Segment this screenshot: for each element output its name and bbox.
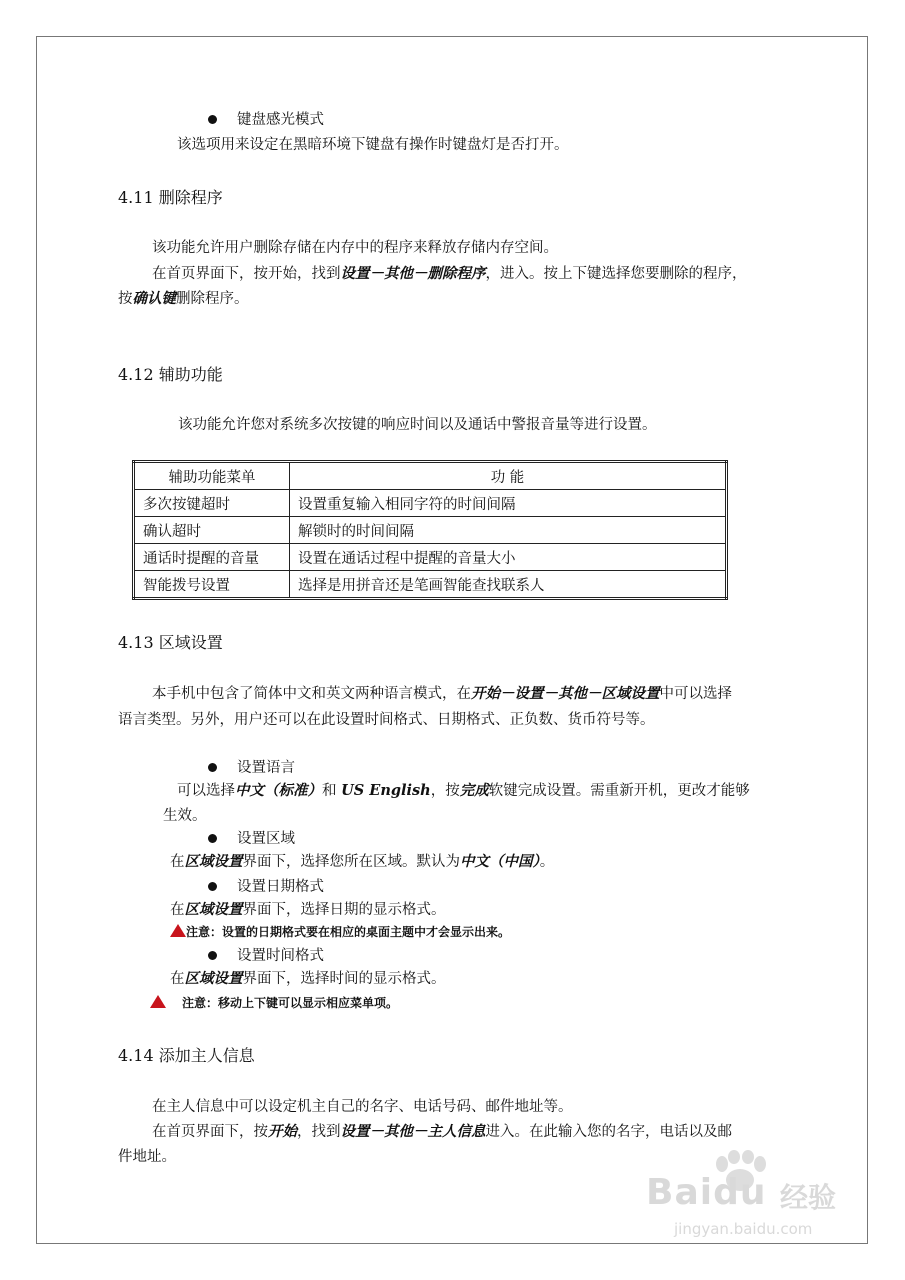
table-cell: 通话时提醒的音量 (134, 544, 290, 571)
paragraph: 该功能允许您对系统多次按键的响应时间以及通话中警报音量等进行设置。 (178, 417, 657, 433)
table-cell: 确认超时 (134, 517, 290, 544)
text: 删除程序。 (176, 291, 249, 307)
accessibility-table (132, 460, 728, 600)
option-name: 中文（中国） (460, 853, 540, 870)
note-text: 注意：移动上下键可以显示相应菜单项。 (182, 996, 399, 1010)
watermark-brand2: du (713, 1172, 767, 1213)
paragraph: 件地址。 (118, 1149, 176, 1165)
menu-name: 区域设置 (184, 901, 243, 918)
paragraph: 该功能允许用户删除存储在内存中的程序来释放存储内存空间。 (152, 240, 558, 256)
bullet-keyboard-light (208, 110, 324, 130)
menu-name: 区域设置 (184, 853, 243, 870)
bullet-set-date-format (208, 877, 324, 897)
text: ，进入。按上下键选择您要删除的程序， (485, 266, 747, 282)
option-name: US English (341, 782, 431, 799)
paragraph (152, 1122, 732, 1142)
text: 本手机中包含了简体中文和英文两种语言模式，在 (152, 686, 471, 702)
table-row (134, 571, 727, 599)
bullet-label: 键盘感光模式 (237, 112, 324, 128)
text: 进入。在此输入您的名字，电话以及邮 (485, 1124, 732, 1140)
bullet-set-time-format (208, 946, 324, 966)
table-cell: 选择是用拼音还是笔画智能查找联系人 (290, 571, 727, 599)
text: 可以选择 (177, 783, 235, 799)
text: 和 (322, 783, 342, 799)
table-row (134, 544, 727, 571)
text: 界面下，选择您所在区域。默认为 (242, 854, 460, 870)
table-cell: 解锁时的时间间隔 (290, 517, 727, 544)
bullet-label: 设置语言 (237, 760, 295, 776)
paragraph: 语言类型。另外，用户还可以在此设置时间格式、日期格式、正负数、货币符号等。 (118, 712, 655, 728)
paragraph (170, 969, 446, 989)
warning-icon (150, 995, 166, 1008)
text: 在 (170, 971, 185, 987)
menu-path: 开始－设置－其他－区域设置 (471, 685, 660, 702)
watermark-cn: 经验 (780, 1181, 837, 1214)
key-name: 确认键 (132, 290, 176, 307)
bullet-icon (208, 951, 217, 960)
bullet-icon (208, 834, 217, 843)
paragraph: 在主人信息中可以设定机主自己的名字、电话号码、邮件地址等。 (152, 1099, 573, 1115)
table-header-cell: 辅助功能菜单 (134, 462, 290, 490)
table-row (134, 517, 727, 544)
table-cell: 多次按键超时 (134, 490, 290, 517)
section-heading-4-11: 4.11 删除程序 (118, 188, 223, 207)
text: 。 (539, 854, 555, 870)
menu-path: 设置－其他－主人信息 (340, 1123, 486, 1140)
bullet-icon (208, 763, 217, 772)
button-name: 开始 (268, 1123, 297, 1140)
watermark-logo (646, 1172, 766, 1213)
text: 中可以选择 (659, 686, 732, 702)
text: 在 (170, 902, 185, 918)
baidu-watermark (640, 1150, 860, 1246)
text: 按 (118, 291, 133, 307)
menu-name: 区域设置 (184, 970, 243, 987)
paragraph (152, 264, 747, 284)
text: 在首页界面下，按 (152, 1124, 268, 1140)
paragraph (170, 900, 446, 920)
bullet-icon (208, 882, 217, 891)
text: ，找到 (297, 1124, 341, 1140)
watermark-brand: Bai (646, 1172, 714, 1213)
bullet-label: 设置区域 (237, 831, 295, 847)
text: 界面下，选择日期的显示格式。 (242, 902, 446, 918)
option-name: 中文（标准） (235, 782, 322, 799)
paragraph (170, 852, 554, 872)
table-row (134, 490, 727, 517)
paragraph (152, 684, 732, 704)
table-header-row (134, 462, 727, 490)
bullet-icon (208, 115, 217, 124)
warning-icon (170, 924, 186, 937)
section-heading-4-12: 4.12 辅助功能 (118, 365, 223, 384)
section-heading-4-13: 4.13 区域设置 (118, 633, 223, 652)
text: 软键完成设置。需重新开机，更改才能够 (488, 783, 750, 799)
softkey-name: 完成 (459, 782, 489, 799)
bullet-set-language (208, 758, 295, 778)
bullet-set-region (208, 829, 295, 849)
menu-path: 设置－其他－删除程序 (340, 265, 486, 282)
bullet-label: 设置日期格式 (237, 879, 324, 895)
table-cell: 设置重复输入相同字符的时间间隔 (290, 490, 727, 517)
paragraph: 该选项用来设定在黑暗环境下键盘有操作时键盘灯是否打开。 (177, 137, 569, 153)
watermark-url: jingyan.baidu.com (674, 1220, 813, 1238)
paragraph (177, 781, 750, 801)
text: 界面下，选择时间的显示格式。 (242, 971, 446, 987)
note-move-keys (150, 994, 398, 1012)
table-cell: 设置在通话过程中提醒的音量大小 (290, 544, 727, 571)
text: 在首页界面下，按开始，找到 (152, 266, 341, 282)
paragraph (118, 289, 249, 309)
note-text: 注意：设置的日期格式要在相应的桌面主题中才会显示出来。 (186, 925, 511, 939)
text: ，按 (430, 783, 460, 799)
paragraph: 生效。 (163, 808, 207, 824)
table-cell: 智能拨号设置 (134, 571, 290, 599)
note-date-format (170, 923, 510, 941)
section-heading-4-14: 4.14 添加主人信息 (118, 1046, 255, 1065)
bullet-label: 设置时间格式 (237, 948, 324, 964)
text: 在 (170, 854, 185, 870)
table-header-cell: 功 能 (290, 462, 727, 490)
